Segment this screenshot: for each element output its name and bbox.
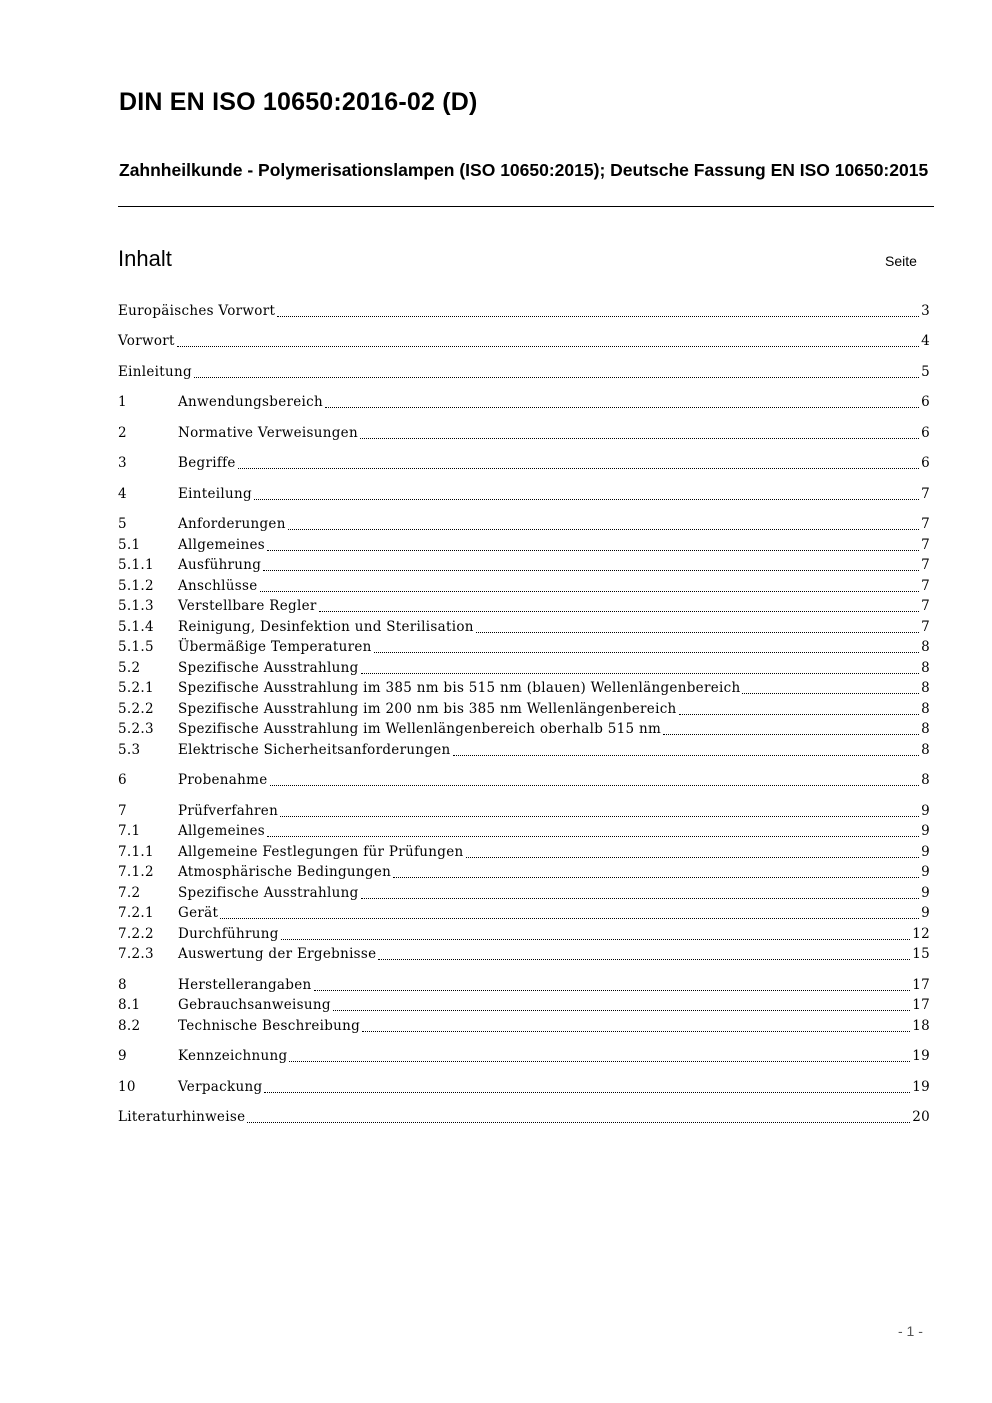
document-subtitle: Zahnheilkunde - Polymerisationslampen (ISO 10650:2015); Deutsche Fassung EN ISO 10650:2015 bbox=[119, 160, 929, 180]
toc-entry[interactable] bbox=[118, 617, 930, 638]
toc-leader-dots bbox=[267, 535, 919, 556]
toc-leader-dots bbox=[466, 842, 920, 863]
toc-entry-number: 5.2.3 bbox=[118, 721, 154, 737]
toc-entry[interactable] bbox=[118, 801, 930, 822]
toc-leader-dots bbox=[247, 1107, 910, 1128]
toc-entry-title: Vorwort bbox=[118, 333, 175, 349]
toc-entry[interactable] bbox=[118, 423, 930, 444]
toc-leader-dots bbox=[177, 331, 919, 352]
toc-entry-number: 7.2.2 bbox=[118, 926, 154, 942]
toc-entry-page: 8 bbox=[921, 680, 930, 696]
toc-leader-dots bbox=[194, 362, 919, 383]
toc-entry-page: 8 bbox=[921, 701, 930, 717]
toc-entry-number: 7.2 bbox=[118, 885, 141, 901]
toc-entry-number: 9 bbox=[118, 1048, 127, 1064]
toc-leader-dots bbox=[288, 514, 919, 535]
toc-entry-page: 6 bbox=[921, 425, 930, 441]
toc-entry-title: Auswertung der Ergebnisse bbox=[178, 946, 377, 962]
toc-entry-page: 15 bbox=[912, 946, 930, 962]
toc-entry[interactable] bbox=[118, 301, 930, 322]
toc-entry-number: 8 bbox=[118, 977, 127, 993]
toc-entry-number: 5.2.2 bbox=[118, 701, 154, 717]
toc-leader-dots bbox=[742, 678, 919, 699]
toc-entry-page: 6 bbox=[921, 455, 930, 471]
toc-entry[interactable] bbox=[118, 821, 930, 842]
toc-entry[interactable] bbox=[118, 740, 930, 761]
toc-leader-dots bbox=[476, 617, 919, 638]
toc-entry-number: 5.1.2 bbox=[118, 578, 154, 594]
toc-leader-dots bbox=[362, 1016, 910, 1037]
toc-entry[interactable] bbox=[118, 678, 930, 699]
toc-entry-page: 17 bbox=[912, 977, 930, 993]
toc-entry-page: 12 bbox=[912, 926, 930, 942]
toc-leader-dots bbox=[361, 883, 920, 904]
toc-leader-dots bbox=[378, 944, 910, 965]
toc-entry-page: 17 bbox=[912, 997, 930, 1013]
toc-leader-dots bbox=[314, 975, 911, 996]
toc-entry-number: 8.1 bbox=[118, 997, 141, 1013]
toc-entry-page: 3 bbox=[921, 303, 930, 319]
toc-entry[interactable] bbox=[118, 535, 930, 556]
toc-entry-title: Anwendungsbereich bbox=[178, 394, 324, 410]
toc-entry-title: Spezifische Ausstrahlung im 200 nm bis 385 nm Wellenlängenbereich bbox=[178, 701, 677, 717]
toc-entry[interactable] bbox=[118, 1077, 930, 1098]
toc-leader-dots bbox=[663, 719, 919, 740]
toc-leader-dots bbox=[263, 555, 919, 576]
toc-entry[interactable] bbox=[118, 514, 930, 535]
toc-entry-title: Allgemeines bbox=[178, 537, 266, 553]
toc-entry[interactable] bbox=[118, 637, 930, 658]
toc-leader-dots bbox=[333, 995, 910, 1016]
toc-leader-dots bbox=[453, 740, 920, 761]
title-divider bbox=[118, 206, 934, 207]
toc-entry-title: Ausführung bbox=[178, 557, 262, 573]
toc-entry-number: 5.2 bbox=[118, 660, 141, 676]
toc-entry-title: Spezifische Ausstrahlung bbox=[178, 660, 359, 676]
toc-entry-title: Allgemeine Festlegungen für Prüfungen bbox=[178, 844, 464, 860]
toc-leader-dots bbox=[679, 699, 920, 720]
toc-entry-page: 7 bbox=[921, 578, 930, 594]
toc-entry[interactable] bbox=[118, 362, 930, 383]
toc-leader-dots bbox=[361, 658, 920, 679]
toc-entry-title: Prüfverfahren bbox=[178, 803, 279, 819]
toc-entry-number: 5.1.4 bbox=[118, 619, 154, 635]
toc-entry-number: 7.2.1 bbox=[118, 905, 154, 921]
toc-entry-number: 7.1.2 bbox=[118, 864, 154, 880]
toc-leader-dots bbox=[260, 576, 920, 597]
toc-entry[interactable] bbox=[118, 719, 930, 740]
toc-entry-number: 7.1.1 bbox=[118, 844, 154, 860]
toc-entry-number: 10 bbox=[118, 1079, 136, 1095]
toc-entry-number: 8.2 bbox=[118, 1018, 141, 1034]
toc-entry-title: Verstellbare Regler bbox=[178, 598, 317, 614]
toc-entry[interactable] bbox=[118, 944, 930, 965]
toc-leader-dots bbox=[374, 637, 920, 658]
toc-entry[interactable] bbox=[118, 883, 930, 904]
toc-entry-page: 7 bbox=[921, 557, 930, 573]
toc-entry-page: 8 bbox=[921, 660, 930, 676]
toc-entry-title: Gebrauchsanweisung bbox=[178, 997, 331, 1013]
toc-entry-page: 9 bbox=[921, 885, 930, 901]
toc-entry-number: 1 bbox=[118, 394, 127, 410]
toc-entry[interactable] bbox=[118, 1046, 930, 1067]
toc-entry-number: 5.2.1 bbox=[118, 680, 154, 696]
toc-entry[interactable] bbox=[118, 903, 930, 924]
toc-entry-title: Europäisches Vorwort bbox=[118, 303, 276, 319]
toc-entry[interactable] bbox=[118, 699, 930, 720]
toc-entry-page: 8 bbox=[921, 742, 930, 758]
toc-entry-page: 9 bbox=[921, 844, 930, 860]
toc-entry-number: 5.3 bbox=[118, 742, 141, 758]
toc-entry-number: 5.1.1 bbox=[118, 557, 154, 573]
toc-entry-page: 9 bbox=[921, 864, 930, 880]
toc-entry-page: 19 bbox=[912, 1079, 930, 1095]
toc-entry-page: 7 bbox=[921, 537, 930, 553]
toc-entry-title: Begriffe bbox=[178, 455, 236, 471]
toc-entry[interactable] bbox=[118, 596, 930, 617]
toc-entry[interactable] bbox=[118, 331, 930, 352]
toc-entry-number: 7 bbox=[118, 803, 127, 819]
toc-leader-dots bbox=[280, 801, 919, 822]
document-title: DIN EN ISO 10650:2016-02 (D) bbox=[119, 88, 478, 116]
toc-entry-title: Kennzeichnung bbox=[178, 1048, 288, 1064]
toc-entry[interactable] bbox=[118, 576, 930, 597]
toc-entry-number: 5 bbox=[118, 516, 127, 532]
toc-entry-page: 4 bbox=[921, 333, 930, 349]
toc-entry-page: 8 bbox=[921, 772, 930, 788]
toc-entry[interactable] bbox=[118, 924, 930, 945]
toc-entry-title: Normative Verweisungen bbox=[178, 425, 358, 441]
toc-entry-number: 7.2.3 bbox=[118, 946, 154, 962]
toc-entry-title: Gerät bbox=[178, 905, 219, 921]
toc-entry[interactable] bbox=[118, 862, 930, 883]
toc-heading: Inhalt bbox=[118, 246, 172, 271]
toc-entry-number: 5.1.3 bbox=[118, 598, 154, 614]
toc-entry-number: 7.1 bbox=[118, 823, 141, 839]
toc-leader-dots bbox=[264, 1077, 910, 1098]
toc-entry-number: 2 bbox=[118, 425, 127, 441]
toc-entry[interactable] bbox=[118, 975, 930, 996]
toc-entry-number: 5.1.5 bbox=[118, 639, 154, 655]
toc-entry-number: 3 bbox=[118, 455, 127, 471]
toc-leader-dots bbox=[277, 301, 919, 322]
toc-entry-number: 6 bbox=[118, 772, 127, 788]
toc-leader-dots bbox=[220, 903, 919, 924]
page-column-label: Seite bbox=[885, 253, 917, 269]
toc-leader-dots bbox=[238, 453, 919, 474]
toc-entry[interactable] bbox=[118, 555, 930, 576]
toc-entry-title: Übermäßige Temperaturen bbox=[178, 639, 372, 655]
toc-leader-dots bbox=[270, 770, 920, 791]
toc-leader-dots bbox=[319, 596, 919, 617]
toc-entry-title: Einleitung bbox=[118, 364, 192, 380]
toc-entry[interactable] bbox=[118, 995, 930, 1016]
toc-entry-title: Elektrische Sicherheitsanforderungen bbox=[178, 742, 451, 758]
toc-entry-title: Spezifische Ausstrahlung im Wellenlängenbereich oberhalb 515 nm bbox=[178, 721, 662, 737]
toc-entry-title: Probenahme bbox=[178, 772, 268, 788]
toc-entry-page: 7 bbox=[921, 619, 930, 635]
toc-entry-page: 20 bbox=[912, 1109, 930, 1125]
toc-entry-page: 7 bbox=[921, 486, 930, 502]
toc-entry-page: 19 bbox=[912, 1048, 930, 1064]
toc-leader-dots bbox=[325, 392, 919, 413]
toc-leader-dots bbox=[281, 924, 911, 945]
toc-entry-title: Herstellerangaben bbox=[178, 977, 312, 993]
toc-entry-page: 9 bbox=[921, 823, 930, 839]
toc-entry-title: Allgemeines bbox=[178, 823, 266, 839]
toc-entry-title: Reinigung, Desinfektion und Sterilisation bbox=[178, 619, 474, 635]
toc-entry-page: 9 bbox=[921, 803, 930, 819]
toc-leader-dots bbox=[254, 484, 919, 505]
toc-entry-title: Spezifische Ausstrahlung bbox=[178, 885, 359, 901]
toc-leader-dots bbox=[267, 821, 919, 842]
toc-entry-title: Technische Beschreibung bbox=[178, 1018, 361, 1034]
toc-entry[interactable] bbox=[118, 392, 930, 413]
toc-entry[interactable] bbox=[118, 842, 930, 863]
toc-entry[interactable] bbox=[118, 1016, 930, 1037]
toc-entry-title: Spezifische Ausstrahlung im 385 nm bis 515 nm (blauen) Wellenlängenbereich bbox=[178, 680, 741, 696]
toc-entry-number: 5.1 bbox=[118, 537, 141, 553]
toc-entry-title: Durchführung bbox=[178, 926, 279, 942]
toc-entry[interactable] bbox=[118, 453, 930, 474]
toc-entry-page: 8 bbox=[921, 639, 930, 655]
toc-leader-dots bbox=[393, 862, 919, 883]
toc-entry[interactable] bbox=[118, 770, 930, 791]
toc-leader-dots bbox=[289, 1046, 910, 1067]
toc-entry-title: Anforderungen bbox=[178, 516, 286, 532]
toc-entry-title: Anschlüsse bbox=[178, 578, 258, 594]
toc-entry[interactable] bbox=[118, 658, 930, 679]
toc-entry-page: 7 bbox=[921, 598, 930, 614]
toc-entry-page: 9 bbox=[921, 905, 930, 921]
toc-entry-page: 7 bbox=[921, 516, 930, 532]
toc-entry[interactable] bbox=[118, 484, 930, 505]
page-number-footer: - 1 - bbox=[898, 1323, 923, 1339]
toc-leader-dots bbox=[360, 423, 919, 444]
toc-entry-page: 8 bbox=[921, 721, 930, 737]
toc-entry-page: 6 bbox=[921, 394, 930, 410]
toc-entry-title: Einteilung bbox=[178, 486, 252, 502]
toc-entry-title: Literaturhinweise bbox=[118, 1109, 246, 1125]
toc-entry-title: Verpackung bbox=[178, 1079, 263, 1095]
toc-entry-page: 5 bbox=[921, 364, 930, 380]
toc-entry-title: Atmosphärische Bedingungen bbox=[178, 864, 392, 880]
toc-entry-page: 18 bbox=[912, 1018, 930, 1034]
toc-entry-number: 4 bbox=[118, 486, 127, 502]
toc-entry[interactable] bbox=[118, 1107, 930, 1128]
